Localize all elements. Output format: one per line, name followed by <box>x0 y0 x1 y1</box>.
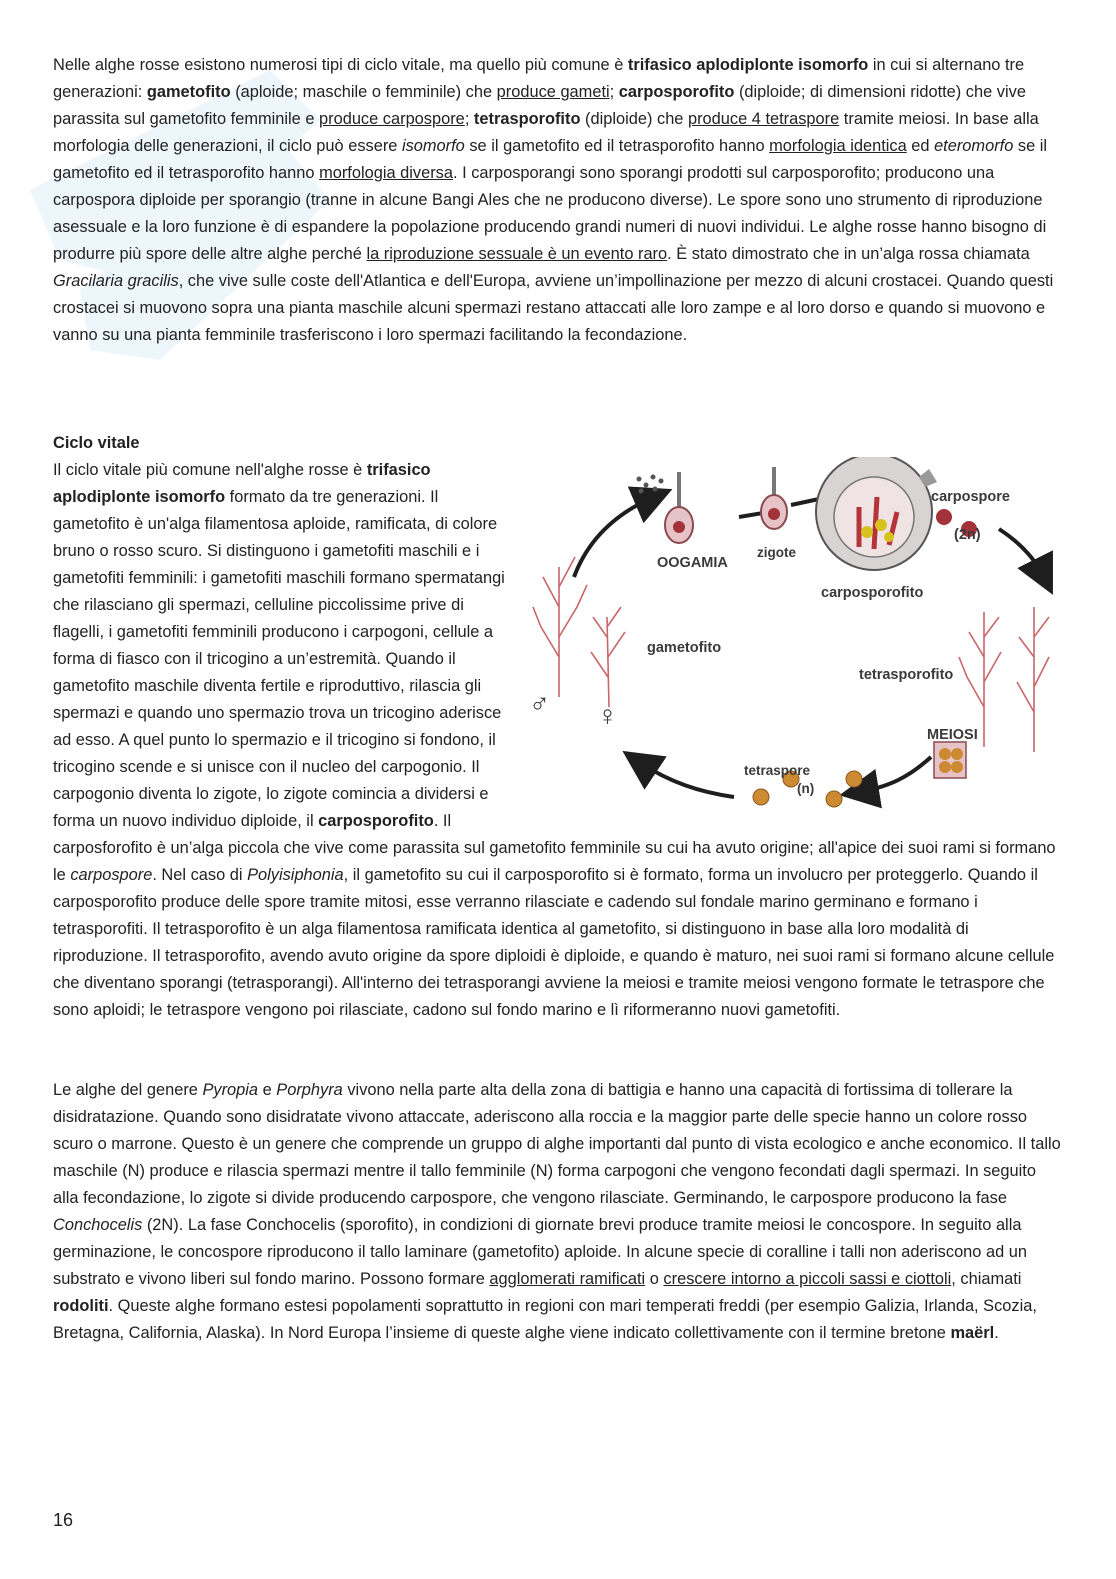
label-ploidy-n: (n) <box>797 781 815 796</box>
label-carpospore: carpospore <box>931 489 1010 505</box>
label-oogamia: OOGAMIA <box>657 555 728 571</box>
pyropia-porphyra-paragraph: Le alghe del genere Pyropia e Porphyra vivono nella parte alta della zona di battigia e hanno una capacità di fortissima di tollerare la disidratazione. Quando sono disidratate vivono attaccate, aderiscono alla roccia e la maggior parte delle specie hanno un colore rosso scuro o marrone. Questo è un genere che comprende un gruppo di alghe importanti dal punto di vista ecologico e anche economico. Il tallo maschile (N) produce e rilascia spermazi mentre il tallo femminile (N) forma carpogoni che vengono fecondati dagli spermazi. In seguito alla fecondazione, lo zigote si divide producendo carpospore, che vengono rilasciate. Germinando, le carpospore producono la fase Conchocelis (2N). La fase Conchocelis (sporofito), in condizioni di giornate brevi produce tramite meiosi le concospore. In seguito alla germinazione, le concospore riproducono il tallo laminare (gametofito) aploide. In alcune specie di coralline i talli non aderiscono ad un substrato e vivono liberi sul fondo marino. Possono formare agglomerati ramificati o crescere intorno a piccoli sassi e ciottoli, chiamati rodoliti. Queste alghe formano estesi popolamenti soprattutto in regioni con mari temperati freddi (per esempio Galizia, Irlanda, Scozia, Bretagna, California, Alaska). In Nord Europa l’insieme di queste alghe viene indicato collettivamente con il termine bretone maërl. <box>53 1081 1061 1342</box>
tetrasporangium-icon <box>934 742 966 778</box>
intro-paragraph: Nelle alghe rosse esistono numerosi tipi di ciclo vitale, ma quello più comune è trifasico aplodiplonte isomorfo in cui si alternano tre generazioni: gametofito (aploide; maschile o femminile) che produce gameti; carposporofito (diploide; di dimensioni ridotte) che vive parassita sul gametofito femminile e produce carpospore; tetrasporofito (diploide) che produce 4 tetraspore tramite meiosi. In base alla morfologia delle generazioni, il ciclo può essere isomorfo se il gametofito ed il tetrasporofito hanno morfologia identica ed eteromorfo se il gametofito ed il tetrasporofito hanno morfologia diversa. I carposporangi sono sporangi prodotti sul carposporofito; producono una carpospora diploide per sporangio (tranne in alcune Bangi Ales che ne producono diverse). Le spore sono uno strumento di riproduzione asessuale e la loro funzione è di espandere la popolazione producendo grandi numeri di nuovi individui. Le alghe rosse hanno bisogno di produrre più spore delle altre alghe perché la riproduzione sessuale è un evento raro. È stato dimostrato che in un’alga rossa chiamata Gracilaria gracilis, che vive sulle coste dell'Atlantica e dell'Europa, avviene un’impollinazione per mezzo di alcuni crostacei. Quando questi crostacei si muovono sopra una pianta maschile alcuni spermazi restano attaccati alle loro zampe e al loro dorso e quando si muovono e vanno su una pianta femminile trasferiscono i loro spermazi facilitando la fecondazione. <box>53 56 1054 344</box>
label-zigote: zigote <box>757 545 796 560</box>
page-number: 16 <box>53 1510 74 1530</box>
label-tetrasporofito: tetrasporofito <box>859 667 954 683</box>
section-heading-ciclo-vitale: Ciclo vitale <box>53 434 140 452</box>
gametophyte-algae <box>533 557 625 707</box>
life-cycle-figure <box>529 457 1063 832</box>
label-tetraspore: tetraspore <box>744 763 811 778</box>
female-symbol: ♀ <box>597 700 618 731</box>
carpogonium-icon <box>665 472 693 543</box>
carposporophyte-structure <box>816 457 937 570</box>
ciclo-vitale-paragraph: ♂ ♀ carpospore (2n) OOGAMIA zigote carposporofito gametofito tetrasporofito MEIOSI tetraspore (n) Il ciclo vitale più comune nell'alghe rosse è trifasico aplodiplonte isomorfo formato da tre generazioni. Il gametofito è un'alga filamentosa aploide, ramificata, di colore bruno o rosso scuro. Si distinguono i gametofiti maschili e i gametofiti femminili: i gametofiti maschili formano spermatangi che rilasciano gli spermazi, celluline piccolissime prive di flagelli, i gametofiti femminili producono i carpogoni, cellule a forma di fiasco con il tricogino a un’estremità. Quando il gametofito maschile diventa fertile e riproduttivo, rilascia gli spermazi e quando uno spermazio trova un tricogino aderisce ad esso. A quel punto lo spermazio e il tricogino si fondono, il tricogino scende e si unisce con il nucleo del carpogonio. Il carpogonio diventa lo zigote, lo zigote comincia a dividersi e forma un nuovo individuo diploide, il carposporofito. Il carposforofito è un’alga piccola che vive come parassita sul gametofito femminile su cui ha avuto origine; all'apice dei suoi rami si formano le carpospore. Nel caso di Polyisiphonia, il gametofito su cui il carposporofito si è formato, forma un involucro per proteggerlo. Quando il carposporofito produce delle spore tramite mitosi, esse verranno rilasciate e cadendo sul fondale marino germinano e formano i tetrasporofiti. Il tetrasporofito è un alga filamentosa ramificata identica al gametofito, si distinguono in base alla loro modalità di riproduzione. Il tetrasporofito, avendo avuto origine da spore diploidi è diploide, e quando è maturo, nei suoi rami si formano alcune cellule che diventano sporangi (tetrasporangi). All'interno dei tetrasporangi avviene la meiosi e tramite meiosi vengono formate le tetraspore che sono aploidi; le tetraspore vengono poi rilasciate, cadono sul fondo marino e lì riformeranno nuovi gametofiti. <box>53 457 1063 1024</box>
label-carposporofito: carposporofito <box>821 585 924 601</box>
label-meiosi: MEIOSI <box>927 727 978 743</box>
arrow-zigote-dash <box>791 499 819 505</box>
spermatia-dots <box>637 475 664 494</box>
label-ploidy-2n: (2n) <box>954 527 981 543</box>
life-cycle-diagram <box>529 457 1063 832</box>
label-gametofito: gametofito <box>647 640 722 656</box>
arrow-tetraspore-to-gametofito <box>639 762 734 797</box>
zygote-icon <box>761 467 787 529</box>
arrow-gametofito-to-oogamia <box>574 497 654 577</box>
arrow-carpospore-to-tetrasporofito <box>999 529 1044 577</box>
arrow-meiosi-to-tetraspore <box>859 757 931 792</box>
male-symbol: ♂ <box>529 687 550 718</box>
